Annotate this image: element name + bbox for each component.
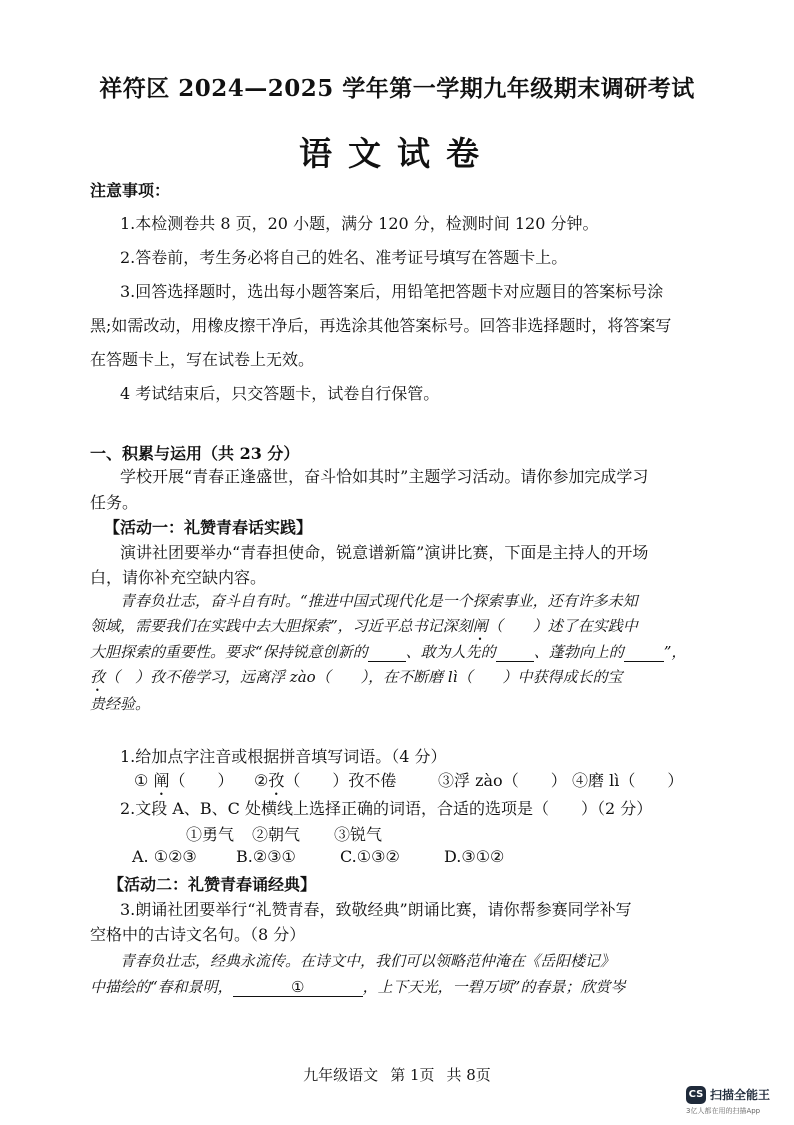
- q2-word-2: ②朝气: [252, 825, 301, 844]
- q2-stem: 2.文段 A、B、C 处横线上选择正确的词语，合适的选项是（ ）（2 分）: [120, 799, 653, 818]
- q2-choice-b: B.②③①: [236, 847, 296, 866]
- footer-subject: 九年级语文: [303, 1066, 379, 1084]
- section1-intro-1: 学校开展“青春正逢盛世，奋斗恰如其时”主题学习活动。请你参加完成学习: [120, 467, 649, 486]
- q2-word-1: ①勇气: [186, 825, 235, 844]
- q1-option-3: ③浮 zào（ ）: [438, 771, 567, 790]
- q1-options: [134, 768, 683, 799]
- dotted-char-chan: 阐: [472, 617, 488, 635]
- scanner-watermark: [686, 1086, 786, 1120]
- notice-item-3-cont: 黑;如需改动，用橡皮擦干净后，再选涂其他答案标号。回答非选择题时，将答案写: [90, 316, 672, 335]
- passage-line-5: 贵经验。: [90, 695, 151, 713]
- q3-stem-1: 3.朗诵社团要举行“礼赞青春，致敬经典”朗诵比赛，请你帮参赛同学补写: [120, 900, 632, 919]
- blank-b[interactable]: [496, 643, 534, 662]
- passage-line-2: 领域，需要我们在实践中去大胆探索”，习近平总书记深刻阐（ ）述了在实践中: [90, 617, 638, 635]
- watermark-tagline: 3亿人都在用的扫描App: [686, 1107, 761, 1115]
- dotted-char-zi: 孜: [90, 668, 106, 686]
- page-footer: [0, 1064, 794, 1085]
- q1-stem: 1.给加点字注音或根据拼音填写词语。（4 分）: [120, 747, 447, 766]
- q2-choice-a: A. ①②③: [132, 847, 197, 866]
- q2-word-3: ③锐气: [334, 825, 383, 844]
- blank-c[interactable]: [624, 643, 664, 662]
- notice-item-2: 2.答卷前，考生务必将自己的姓名、准考证号填写在答题卡上。: [120, 248, 568, 267]
- passage-line-1: 青春负壮志，奋斗自有时。“推进中国式现代化是一个探索事业，还有许多未知: [120, 592, 638, 610]
- activity1-desc-2: 白，请你补充空缺内容。: [90, 568, 267, 587]
- notice-heading: 注意事项：: [90, 181, 171, 200]
- notice-item-3: 3.回答选择题时，选出每小题答案后，用铅笔把答题卡对应题目的答案标号涂: [120, 282, 664, 301]
- section1-heading: 一、积累与运用（共 23 分）: [90, 444, 300, 463]
- notice-item-1: 1.本检测卷共 8 页，20 小题，满分 120 分，检测时间 120 分钟。: [120, 214, 599, 233]
- passage-line-4: 孜（ ）孜不倦学习，远离浮 zào（ ），在不断磨 lì（ ）中获得成长的宝: [90, 668, 623, 686]
- section1-intro-2: 任务。: [90, 493, 139, 512]
- q2-choices: [132, 847, 504, 866]
- activity2-heading: 【活动二：礼赞青春诵经典】: [108, 875, 317, 894]
- q3-passage-2: 中描绘的“春和景明， ① ，上下天光，一碧万顷”的春景；欣赏岑: [90, 978, 626, 996]
- q2-choice-d: D.③①②: [444, 847, 505, 866]
- notice-item-3-end: 在答题卡上，写在试卷上无效。: [90, 350, 315, 369]
- notice-item-4: 4 考试结束后，只交答题卡，试卷自行保管。: [120, 384, 440, 403]
- q2-choice-c: C.①③②: [340, 847, 400, 866]
- blank-1[interactable]: ①: [233, 978, 363, 997]
- activity1-desc-1: 演讲社团要举办“青春担使命，锐意谱新篇”演讲比赛，下面是主持人的开场: [120, 543, 649, 562]
- q3-stem-2: 空格中的古诗文名句。（8 分）: [90, 925, 306, 944]
- footer-total: 共 8页: [446, 1066, 491, 1084]
- footer-page: 第 1页: [390, 1066, 435, 1084]
- camscanner-logo-icon: CS: [686, 1086, 706, 1104]
- q2-words: [186, 822, 382, 845]
- activity1-heading: 【活动一：礼赞青春话实践】: [104, 518, 313, 537]
- q1-option-1: ① 阐（ ）: [134, 771, 234, 790]
- passage-line-3: 大胆探索的重要性。要求“保持锐意创新的 、敢为人先的 、蓬勃向上的 ”，: [90, 643, 687, 661]
- q1-option-4: ④磨 lì（ ）: [572, 771, 684, 790]
- exam-subtitle: 语文试卷: [299, 134, 495, 173]
- exam-title: 祥符区 2024—2025 学年第一学期九年级期末调研考试: [99, 75, 695, 102]
- watermark-name: 扫描全能王: [710, 1088, 771, 1102]
- q1-option-2: ②孜（ ）孜不倦: [254, 771, 397, 790]
- blank-a[interactable]: [368, 643, 406, 662]
- q3-passage-1: 青春负壮志，经典永流传。在诗文中，我们可以领略范仲淹在《岳阳楼记》: [120, 952, 616, 970]
